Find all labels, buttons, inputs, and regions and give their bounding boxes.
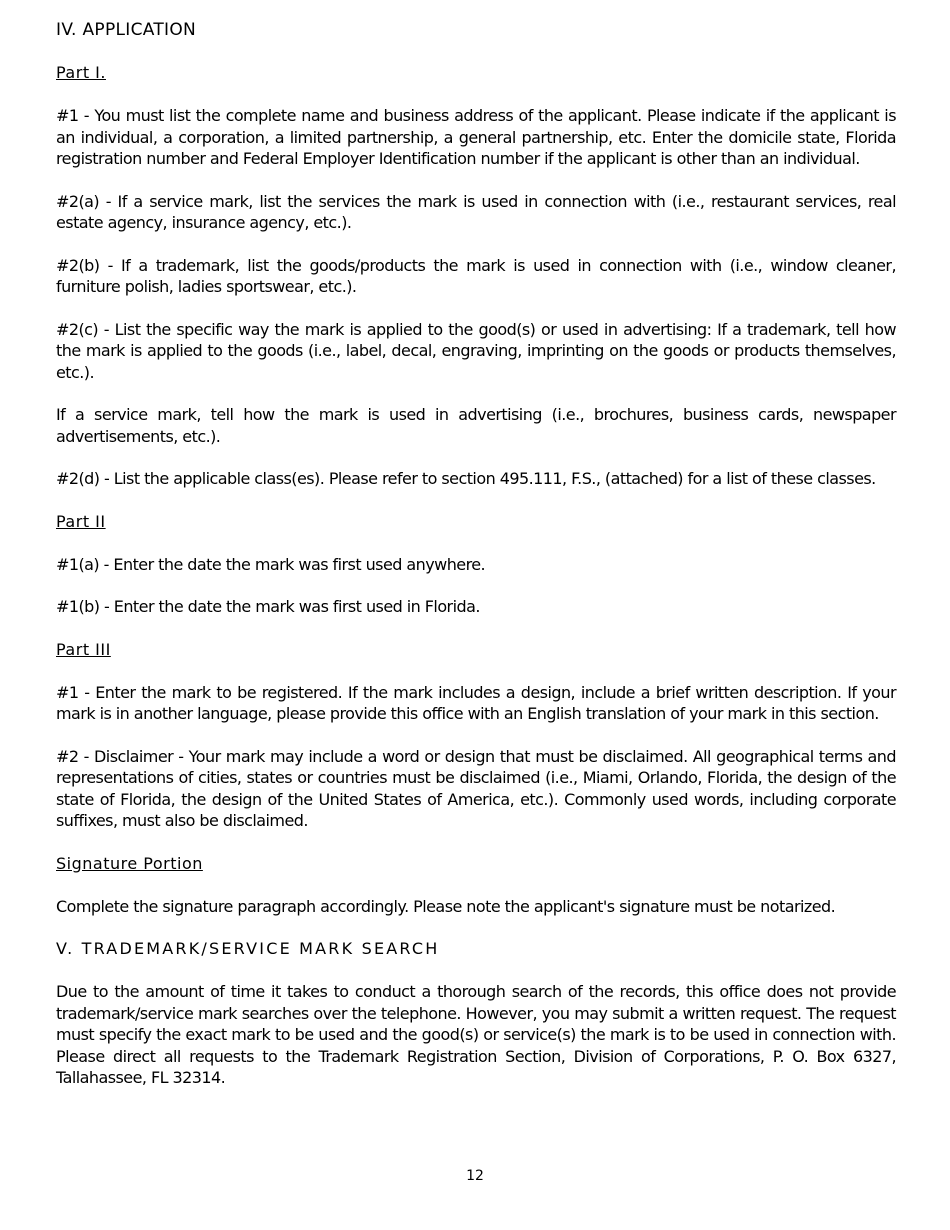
page-number: 12 (466, 1168, 484, 1184)
part-ii-item-1b: #1(b) - Enter the date the mark was first used in Florida. (56, 597, 480, 616)
search-request-text: Due to the amount of time it takes to conduct a thorough search of the records, this office does not provide trademark/service mark searches over the telephone. However, you may submit a written request. The request must specify the exact mark to be used and the good(s) or service(s) the mark is to be used in connection with. Please direct all requests to the Trademark Registration Section, Division of Corporations, P. O. Box 6327, Tallahassee, FL 32314. (56, 982, 896, 1087)
part-iii-title: Part III (56, 639, 111, 659)
part-iii-item-1: #1 - Enter the mark to be registered. If the mark includes a design, include a brief written description. If your mark is in another language, please provide this office with an English translation of your mark in this section. (56, 682, 896, 723)
signature-portion-text: Complete the signature paragraph accordingly. Please note the applicant's signature must be notarized. (56, 896, 836, 916)
document-page (56, 19, 896, 1089)
part-i-item-2a: #2(a) - If a service mark, list the services the mark is used in connection with (i.e., restaurant services, real estate agency, insurance agency, etc.). (56, 191, 896, 232)
section-v-heading: V. TRADEMARK/SERVICE MARK SEARCH (56, 939, 440, 958)
part-i-item-2d: #2(d) - List the applicable class(es). Please refer to section 495.111, F.S., (attached) for a list of these classes. (56, 469, 876, 488)
section-iv-heading: IV. APPLICATION (56, 20, 197, 40)
part-ii-title: Part II (56, 511, 106, 531)
part-i-title: Part I. (56, 63, 106, 82)
part-ii-item-1a: #1(a) - Enter the date the mark was first used anywhere. (56, 554, 486, 574)
signature-portion-title: Signature Portion (56, 853, 203, 873)
part-i-item-2c: #2(c) - List the specific way the mark is applied to the good(s) or used in advertising: If a trademark, tell how the mark is applied to the goods (i.e., label, decal, engraving, imprinting on the goods or products themselves, etc.). (56, 319, 896, 382)
part-iii-item-2: #2 - Disclaimer - Your mark may include a word or design that must be disclaimed. All geographical terms and representations of cities, states or countries must be disclaimed (i.e., Miami, Orlando, Florida, the design of the state of Florida, the design of the United States of America, etc.). Commonly used words, including corporate suffixes, must also be disclaimed. (56, 746, 896, 830)
part-i-item-2b: #2(b) - If a trademark, list the goods/products the mark is used in connection with (i.e., window cleaner, furniture polish, ladies sportswear, etc.). (56, 255, 896, 296)
part-i-item-1: #1 - You must list the complete name and business address of the applicant. Please indicate if the applicant is an individual, a corporation, a limited partnership, a general partnership, etc. Enter the domicile state, Florida registration number and Federal Employer Identification number if the applicant is other than an individual. (56, 106, 896, 168)
part-i-item-2c-service: If a service mark, tell how the mark is used in advertising (i.e., brochures, business cards, newspaper advertisements, etc.). (56, 405, 896, 446)
